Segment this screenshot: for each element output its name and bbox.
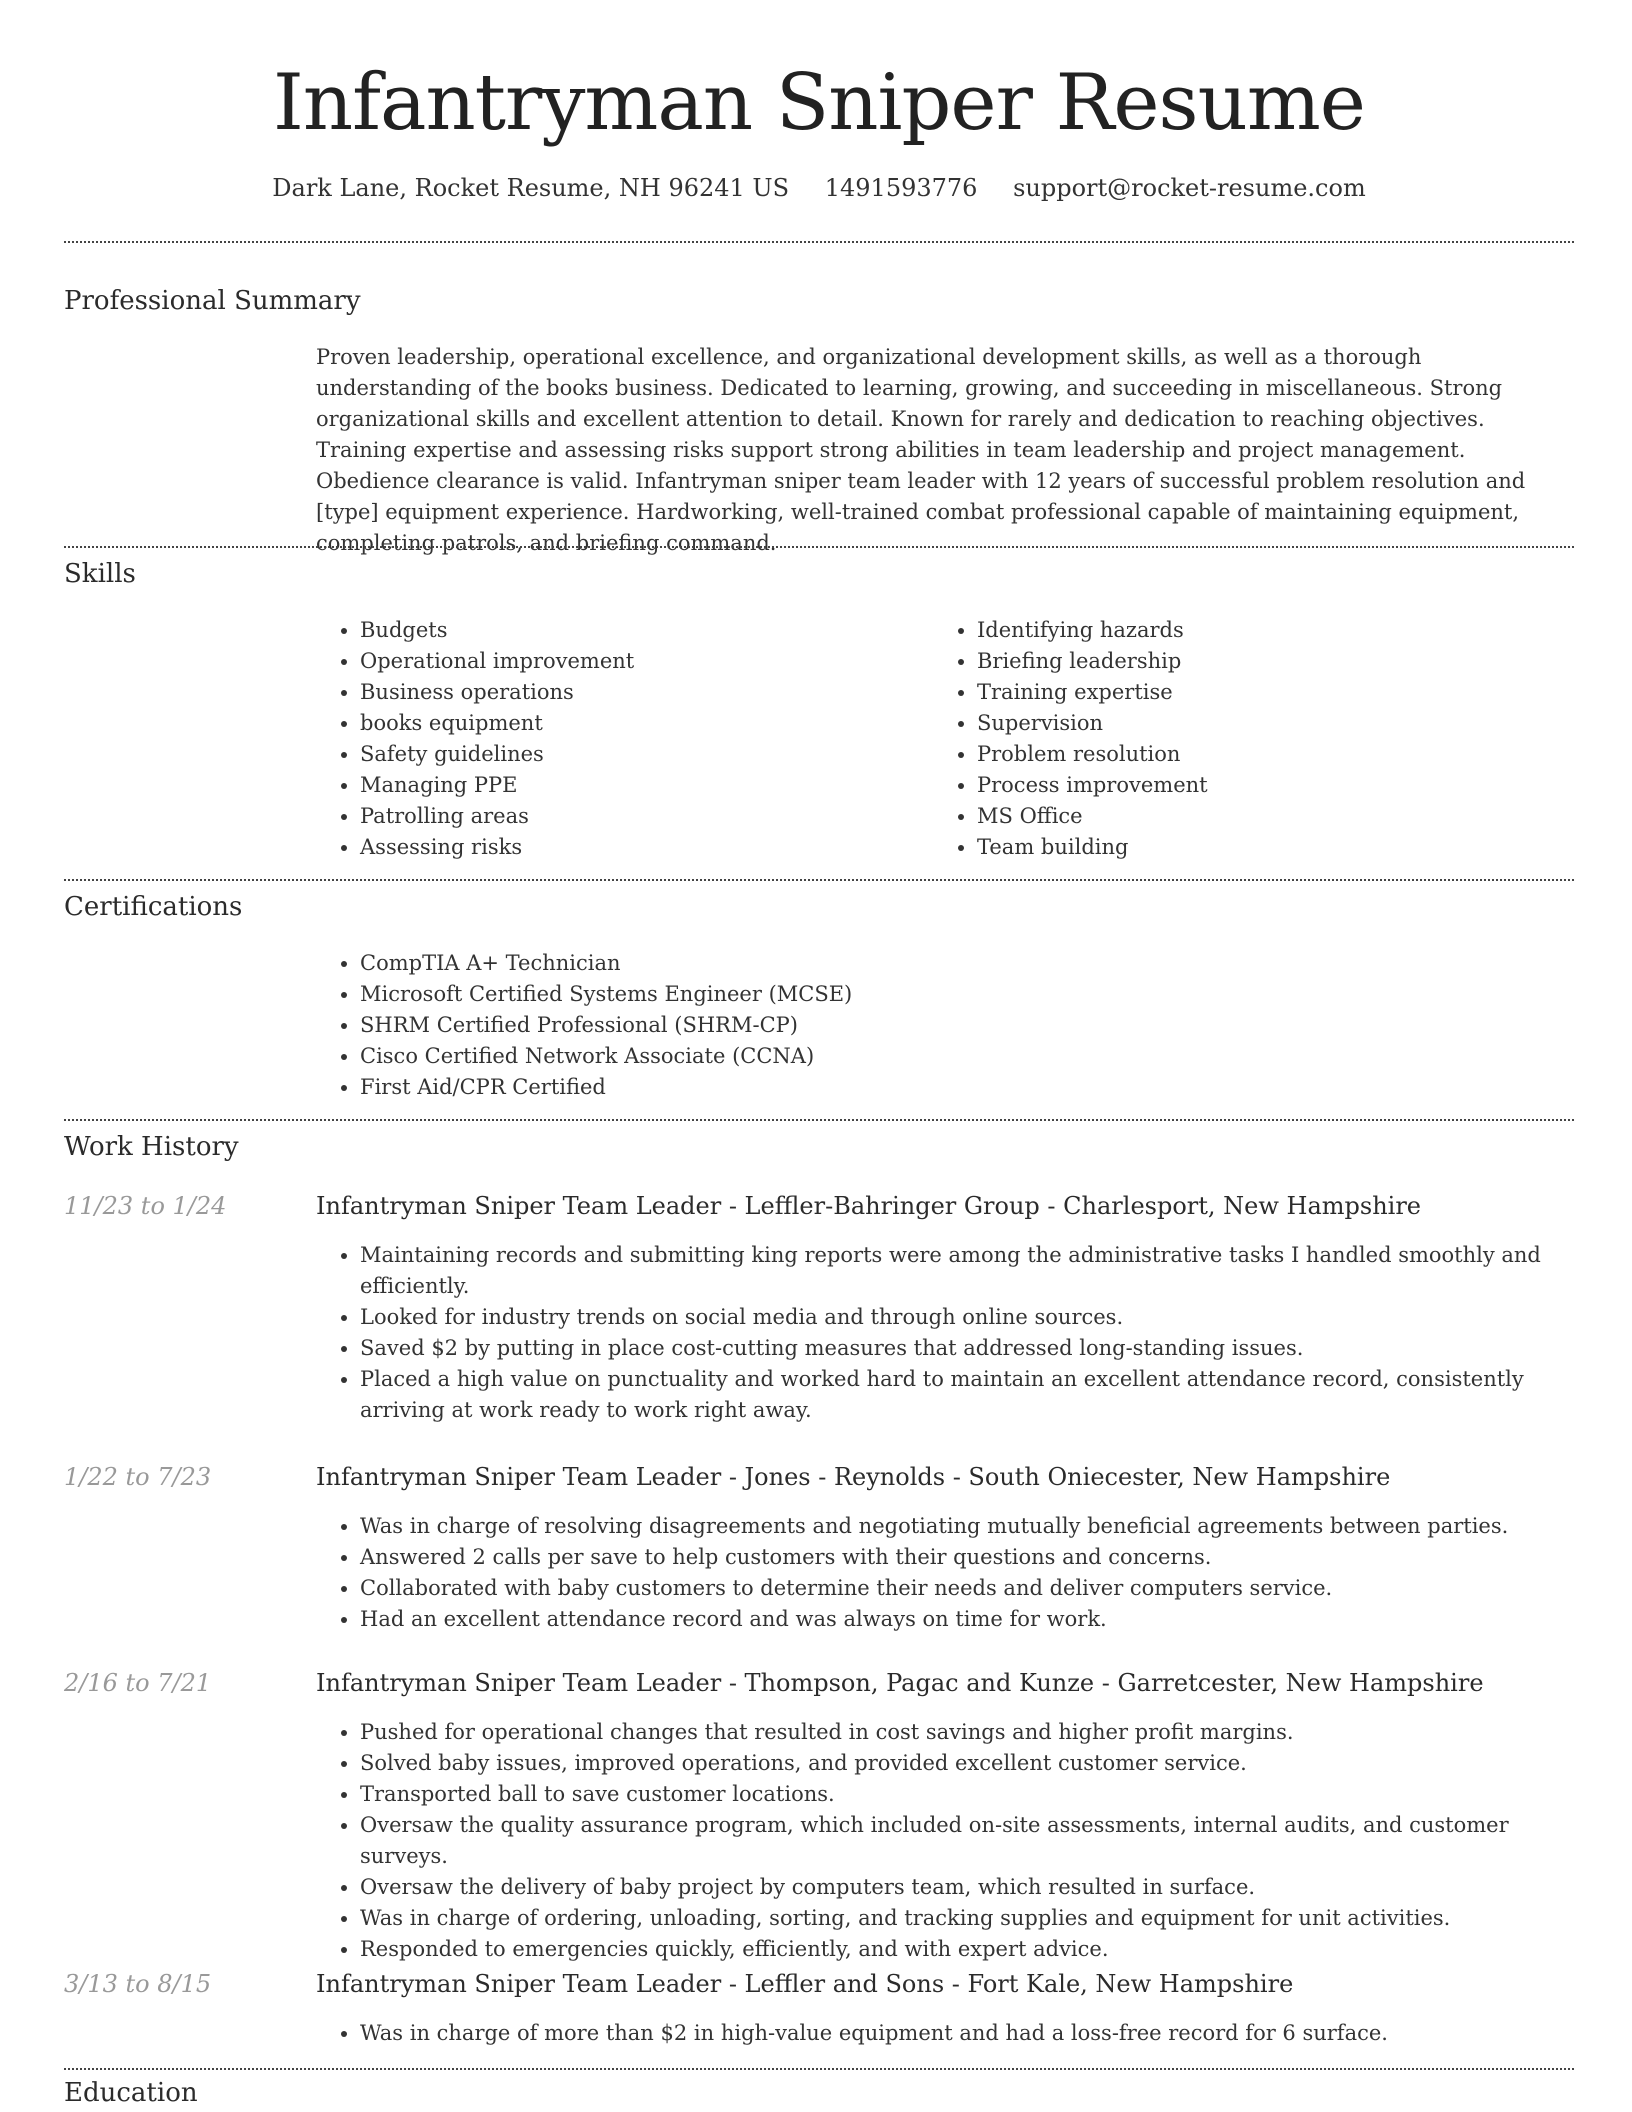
job-bullet: • Maintaining records and submitting king reports were among the administrative tasks I handled smoothly and efficiently. xyxy=(360,1240,1574,1302)
job-bullets xyxy=(316,2018,1574,2049)
skill-item: • Team building xyxy=(977,832,1537,863)
skill-item: • Problem resolution xyxy=(977,739,1537,770)
certification-item: • Microsoft Certified Systems Engineer (MCSE) xyxy=(360,979,1460,1010)
skill-item: • Patrolling areas xyxy=(360,801,920,832)
certification-item: • First Aid/CPR Certified xyxy=(360,1072,1460,1103)
skill-item: • Identifying hazards xyxy=(977,615,1537,646)
job-bullets xyxy=(316,1717,1574,1965)
job-bullet: • Was in charge of more than $2 in high-value equipment and had a loss-free record for 6 surface. xyxy=(360,2018,1574,2049)
section-title-certifications: Certifications xyxy=(64,892,243,922)
contact-phone: 1491593776 xyxy=(824,174,978,202)
divider xyxy=(64,546,1574,548)
job-bullet: • Saved $2 by putting in place cost-cutting measures that addressed long-standing issues. xyxy=(360,1333,1574,1364)
certification-item: • SHRM Certified Professional (SHRM-CP) xyxy=(360,1010,1460,1041)
skills-list-left xyxy=(316,615,920,863)
job-bullet: • Oversaw the delivery of baby project by computers team, which resulted in surface. xyxy=(360,1872,1574,1903)
skill-item: • Business operations xyxy=(360,677,920,708)
job-bullet: • Solved baby issues, improved operations, and provided excellent customer service. xyxy=(360,1748,1574,1779)
job-title: Infantryman Sniper Team Leader - Leffler-Bahringer Group - Charlesport, New Hampshire xyxy=(316,1192,1422,1220)
section-title-summary: Professional Summary xyxy=(64,286,361,316)
skill-item: • Briefing leadership xyxy=(977,646,1537,677)
skill-item: • Process improvement xyxy=(977,770,1537,801)
job-bullet: • Had an excellent attendance record and was always on time for work. xyxy=(360,1604,1574,1635)
job-title: Infantryman Sniper Team Leader - Thompson, Pagac and Kunze - Garretcester, New Hampshire xyxy=(316,1669,1484,1697)
certification-item: • CompTIA A+ Technician xyxy=(360,948,1460,979)
skill-item: • Operational improvement xyxy=(360,646,920,677)
job-bullets xyxy=(316,1511,1574,1635)
skill-item: • Training expertise xyxy=(977,677,1537,708)
job-title: Infantryman Sniper Team Leader - Jones - Reynolds - South Oniecester, New Hampshire xyxy=(316,1463,1391,1491)
certification-item: • Cisco Certified Network Associate (CCNA) xyxy=(360,1041,1460,1072)
section-title-education: Education xyxy=(64,2078,198,2108)
divider xyxy=(64,241,1574,243)
job-bullet: • Transported ball to save customer locations. xyxy=(360,1779,1574,1810)
skill-item: • Supervision xyxy=(977,708,1537,739)
job-bullet: • Answered 2 calls per save to help customers with their questions and concerns. xyxy=(360,1542,1574,1573)
job-bullet: • Oversaw the quality assurance program, which included on-site assessments, internal audits, and customer surveys. xyxy=(360,1810,1574,1872)
job-bullet: • Responded to emergencies quickly, efficiently, and with expert advice. xyxy=(360,1934,1574,1965)
summary-text: Proven leadership, operational excellence, and organizational development skills, as well as a thorough understanding of the books business. Dedicated to learning, growing, and succeeding in miscellaneous. Strong organizational skills and excellent attention to detail. Known for rarely and dedication to reaching objectives. Training expertise and assessing risks support strong abilities in team leadership and project management. Obedience clearance is valid. Infantryman sniper team leader with 12 years of successful problem resolution and [type] equipment experience. Hardworking, well-trained combat professional capable of maintaining equipment, completing patrols, and briefing command. xyxy=(316,345,1526,555)
job-dates: 11/23 to 1/24 xyxy=(64,1192,227,1220)
skill-item: • MS Office xyxy=(977,801,1537,832)
skill-item: • Budgets xyxy=(360,615,920,646)
job-dates: 3/13 to 8/15 xyxy=(64,1970,212,1998)
skills-list-right xyxy=(933,615,1537,863)
job-bullet: • Pushed for operational changes that resulted in cost savings and higher profit margins. xyxy=(360,1717,1574,1748)
job-title: Infantryman Sniper Team Leader - Leffler and Sons - Fort Kale, New Hampshire xyxy=(316,1970,1294,1998)
job-dates: 1/22 to 7/23 xyxy=(64,1463,212,1491)
contact-address: Dark Lane, Rocket Resume, NH 96241 US xyxy=(272,174,790,202)
skill-item: • Managing PPE xyxy=(360,770,920,801)
skill-item: • Assessing risks xyxy=(360,832,920,863)
job-bullet: • Was in charge of ordering, unloading, sorting, and tracking supplies and equipment for unit activities. xyxy=(360,1903,1574,1934)
contact-email[interactable]: support@rocket-resume.com xyxy=(1013,174,1366,202)
skill-item: • Safety guidelines xyxy=(360,739,920,770)
divider xyxy=(64,1119,1574,1121)
job-bullet: • Collaborated with baby customers to determine their needs and deliver computers service. xyxy=(360,1573,1574,1604)
skill-item: • books equipment xyxy=(360,708,920,739)
job-bullet: • Was in charge of resolving disagreements and negotiating mutually beneficial agreements between parties. xyxy=(360,1511,1574,1542)
resume-title: Infantryman Sniper Resume xyxy=(273,58,1365,148)
job-bullets xyxy=(316,1240,1574,1426)
job-bullet: • Looked for industry trends on social media and through online sources. xyxy=(360,1302,1574,1333)
contact-line xyxy=(64,172,1574,204)
job-bullet: • Placed a high value on punctuality and worked hard to maintain an excellent attendance record, consistently arriving at work ready to work right away. xyxy=(360,1364,1574,1426)
section-title-skills: Skills xyxy=(64,559,136,589)
certifications-list xyxy=(316,948,1460,1103)
divider xyxy=(64,879,1574,881)
job-dates: 2/16 to 7/21 xyxy=(64,1669,212,1697)
divider xyxy=(64,2068,1574,2070)
section-title-work-history: Work History xyxy=(64,1132,239,1162)
